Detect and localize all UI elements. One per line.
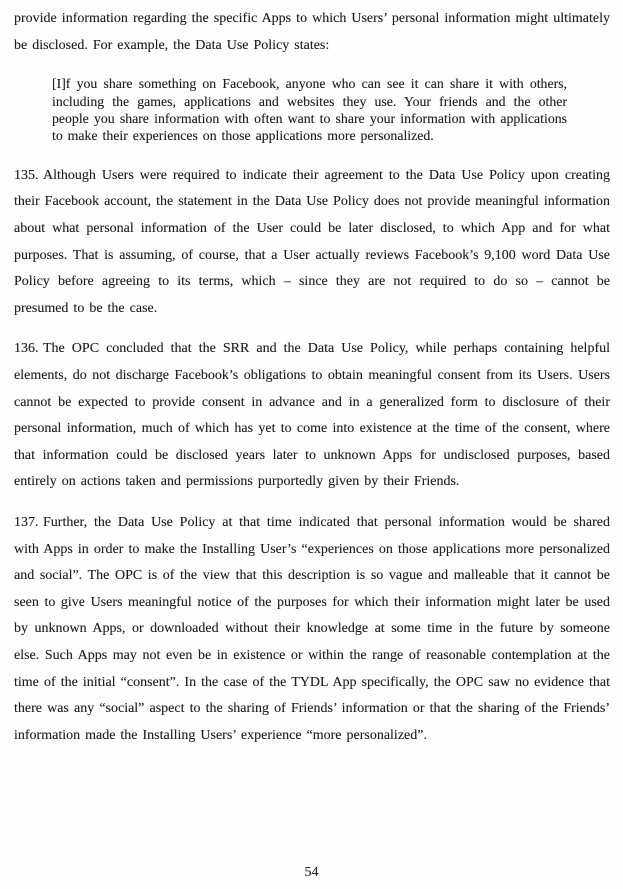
paragraph-136-number: 136. — [14, 341, 39, 357]
paragraph-135-text: Although Users were required to indicate their agreement to the Data Use Policy upon creating their Facebook account, the statement in the Data Use Policy does not provide meaningful information about what personal information of the User could be later disclosed, to which App and for what purposes. That is assuming, of course, that a User actually reviews Facebook’s 9,100 word Data Use Policy before agreeing to its terms, which – since they are not required to do so – cannot be presumed to be the case. — [14, 167, 611, 316]
document-content — [14, 6, 610, 763]
paragraph-137-number: 137. — [14, 514, 39, 530]
paragraph-intro-continuation: provide information regarding the specific Apps to which Users’ personal information might ultimately be disclosed. For example, the Data Use Policy states: — [14, 11, 610, 53]
paragraph-135-number: 135. — [14, 167, 39, 183]
paragraph-135 — [14, 163, 610, 323]
page-number: 54 — [304, 865, 319, 880]
paragraph-137-text: Further, the Data Use Policy at that time indicated that personal information would be shared with Apps in order to make the Installing User’s “experiences on those applications more personalized and social”. The OPC is of the view that this description is so vague and malleable that it cannot be seen to give Users meaningful notice of the purposes for which their information might later be used by unknown Apps, or downloaded without their knowledge at some time in the future by someone else. Such Apps may not even be in existence or within the range of reasonable contemplation at the time of the initial “consent”. In the case of the TYDL App specifically, the OPC saw no evidence that there was any “social” aspect to the sharing of Friends’ information or that the sharing of the Friends’ information made the Installing Users’ experience “more personalized”. — [14, 514, 610, 743]
data-use-policy-blockquote: [I]f you share something on Facebook, anyone who can see it can share it with others, including the games, applications and websites they use. Your friends and the other people you share information with often want to share your information with applications to make their experiences on those applications more personalized. — [52, 76, 567, 144]
paragraph-136-text: The OPC concluded that the SRR and the Data Use Policy, while perhaps containing helpful elements, do not discharge Facebook’s obligations to obtain meaningful consent from its Users. Users cannot be expected to provide consent in advance and in a generalized form to disclosure of their personal information, much of which has yet to come into existence at the time of the consent, where that information could be disclosed years later to unknown Apps for undisclosed purposes, based entirely on actions taken and permissions purportedly given by their Friends. — [14, 341, 610, 490]
paragraph-136 — [14, 336, 610, 496]
paragraph-137 — [14, 510, 610, 749]
